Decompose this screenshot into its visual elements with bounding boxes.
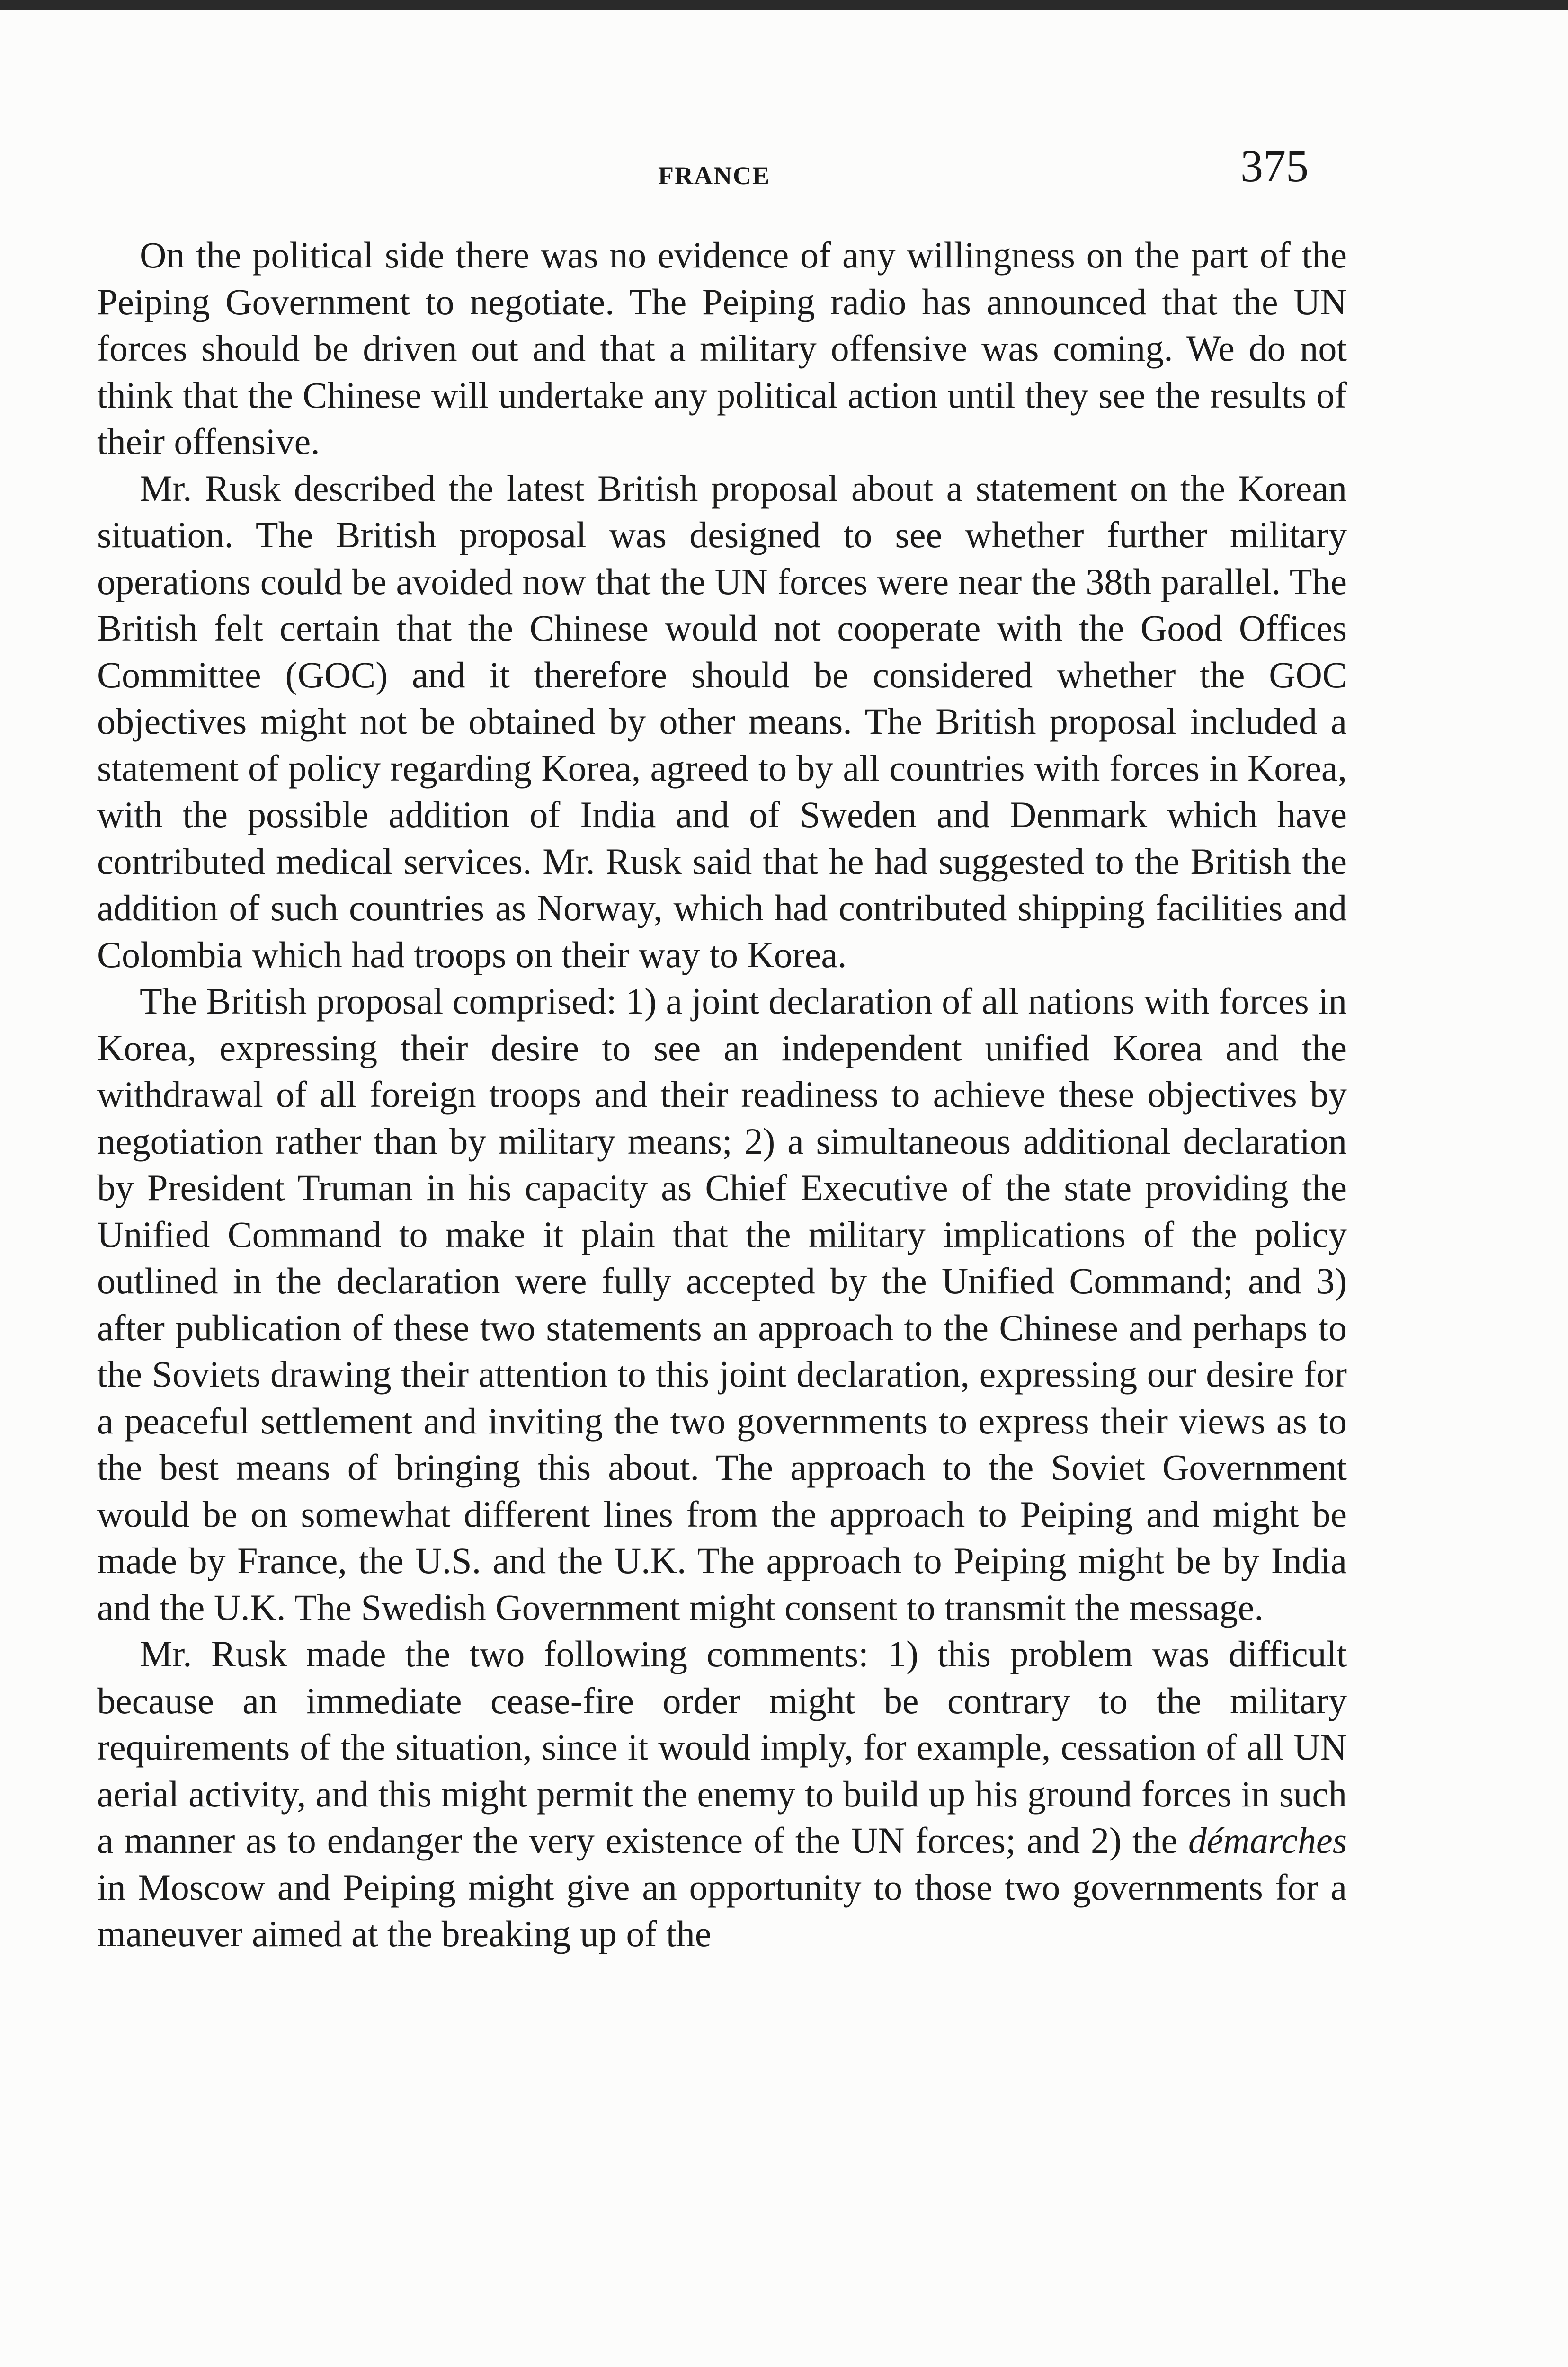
paragraph-4-end: in Moscow and Peiping might give an opportunity to those two governments for a maneuver aimed at the breaking up of the [97, 1866, 1347, 1954]
paragraph-4-italic-term: démarches [1188, 1820, 1347, 1861]
paragraph-3: The British proposal comprised: 1) a joint declaration of all nations with forces in Korea, expressing their desire to see an independent unified Korea and the withdrawal of all foreign troops and their readiness to achieve these objectives by negotiation rather than by military means; 2) a simultaneous additional declaration by President Truman in his capacity as Chief Executive of the state providing the Unified Command to make it plain that the military implications of the policy outlined in the declaration were fully accepted by the Unified Command; and 3) after publication of these two statements an approach to the Chinese and perhaps to the Soviets drawing their attention to this joint declaration, expressing our desire for a peaceful settlement and inviting the two governments to express their views as to the best means of bringing this about. The approach to the Soviet Government would be on somewhat different lines from the approach to Peiping and might be made by France, the U.S. and the U.K. The approach to Peiping might be by India and the U.K. The Swedish Government might consent to transmit the message. [97, 980, 1347, 1628]
page-number: 375 [1240, 141, 1309, 191]
top-edge-rule [0, 0, 1568, 10]
running-head: FRANCE [658, 161, 770, 190]
paragraph-4-start: Mr. Rusk made the two following comments: 1) this problem was difficult because an immediate cease-fire order might be contrary to the military requirements of the situation, since it would imply, for example, cessation of all UN aerial activity, and this might permit the enemy to build up his ground forces in such a manner as to endanger the very existence of the UN forces; and 2) the [97, 1633, 1347, 1861]
paragraph-2: Mr. Rusk described the latest British proposal about a statement on the Korean situation. The British proposal was designed to see whether further military operations could be avoided now that the UN forces were near the 38th parallel. The British felt certain that the Chinese would not cooperate with the Good Offices Committee (GOC) and it therefore should be considered whether the GOC objectives might not be obtained by other means. The British proposal included a statement of policy regarding Korea, agreed to by all countries with forces in Korea, with the possible addition of India and of Sweden and Denmark which have contributed medical services. Mr. Rusk said that he had suggested to the British the addition of such countries as Norway, which had contributed shipping facilities and Colombia which had troops on their way to Korea. [97, 467, 1347, 975]
body-text [97, 232, 1347, 1958]
paragraph-4 [97, 1631, 1347, 1958]
paragraph-1: On the political side there was no evidence of any willingness on the part of the Peiping Government to negotiate. The Peiping radio has announced that the UN forces should be driven out and that a military offensive was coming. We do not think that the Chinese will undertake any political action until they see the results of their offensive. [97, 234, 1347, 462]
